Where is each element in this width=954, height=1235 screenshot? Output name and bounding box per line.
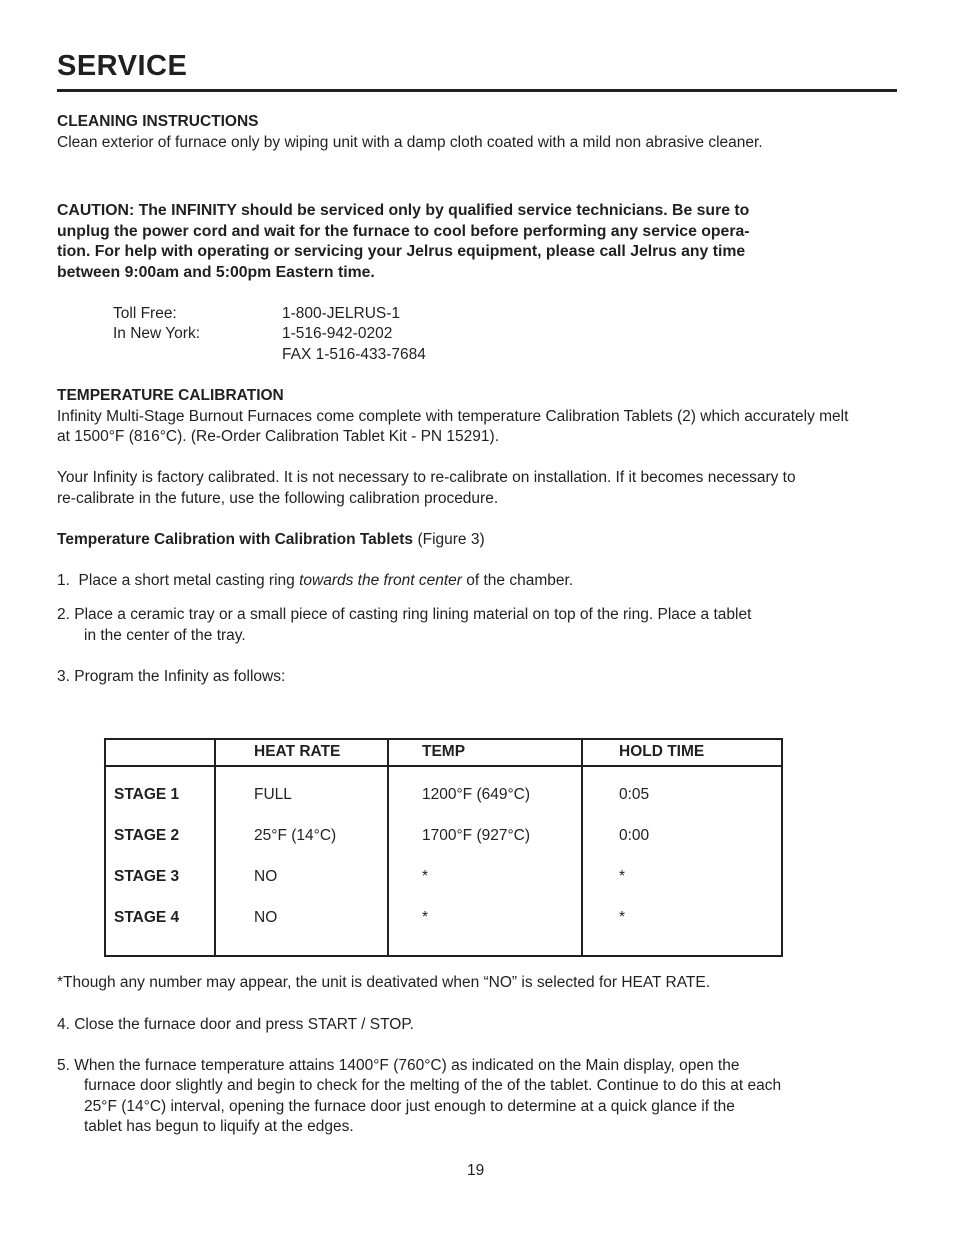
table-row-stage: STAGE 2 <box>114 827 180 844</box>
step-2-line2: in the center of the tray. <box>84 627 246 644</box>
title-rule <box>57 89 897 92</box>
calibration-para2-line1: Your Infinity is factory calibrated. It is not necessary to re-calibrate on installation. If it becomes necessary to <box>57 469 796 486</box>
cleaning-heading: CLEANING INSTRUCTIONS <box>57 113 259 130</box>
calibration-para1-line2: at 1500°F (816°C). (Re-Order Calibration Tablet Kit - PN 15291). <box>57 428 499 445</box>
caution-line: CAUTION: The INFINITY should be serviced only by qualified service technicians. Be sure to <box>57 202 750 219</box>
table-header-hold-time: HOLD TIME <box>619 743 705 760</box>
table-row-stage: STAGE 3 <box>114 868 180 885</box>
table-cell-heat-rate: FULL <box>254 786 292 803</box>
step-1-suffix: of the chamber. <box>461 572 574 589</box>
subheading-text: Temperature Calibration with Calibration Tablets <box>57 531 413 548</box>
new-york-label: In New York: <box>113 325 201 342</box>
step-1-prefix: 1. Place a short metal casting ring <box>57 572 300 589</box>
step-1-italic: towards the front center <box>299 572 462 589</box>
table-footnote: *Though any number may appear, the unit is deativated when “NO” is selected for HEAT RATE. <box>57 974 711 991</box>
figure-reference: (Figure 3) <box>417 531 485 548</box>
table-cell-heat-rate: NO <box>254 868 278 885</box>
table-divider <box>214 740 216 955</box>
toll-free-number: 1-800-JELRUS-1 <box>282 305 401 322</box>
table-cell-heat-rate: NO <box>254 909 278 926</box>
table-cell-heat-rate: 25°F (14°C) <box>254 827 337 844</box>
toll-free-label: Toll Free: <box>113 305 177 322</box>
table-divider <box>387 740 389 955</box>
step-5-line3: 25°F (14°C) interval, opening the furnace door just enough to determine at a quick glance if the <box>84 1098 735 1115</box>
step-2-line1: 2. Place a ceramic tray or a small piece of casting ring lining material on top of the ring. Place a tablet <box>57 606 752 623</box>
caution-line: unplug the power cord and wait for the furnace to cool before performing any service opera- <box>57 222 750 240</box>
fax-number: FAX 1-516-433-7684 <box>282 346 426 363</box>
table-cell-hold-time: * <box>619 909 626 926</box>
calibration-subheading <box>57 531 485 549</box>
step-5-line2: furnace door slightly and begin to check for the melting of the of the tablet. Continue to do this at each <box>84 1077 782 1094</box>
step-3: 3. Program the Infinity as follows: <box>57 668 286 685</box>
table-cell-hold-time: 0:05 <box>619 786 650 803</box>
table-cell-hold-time: 0:00 <box>619 827 650 844</box>
cleaning-text: Clean exterior of furnace only by wiping unit with a damp cloth coated with a mild non abrasive cleaner. <box>57 134 763 151</box>
program-table <box>104 738 783 957</box>
table-cell-hold-time: * <box>619 868 626 885</box>
table-row-stage: STAGE 4 <box>114 909 180 926</box>
table-cell-temp: 1200°F (649°C) <box>422 786 531 803</box>
table-row-stage: STAGE 1 <box>114 786 180 803</box>
table-header-heat-rate: HEAT RATE <box>254 743 341 760</box>
page-number: 19 <box>467 1162 485 1179</box>
caution-block <box>57 201 872 284</box>
table-header-rule <box>106 765 781 767</box>
step-5-line4: tablet has begun to liquify at the edges. <box>84 1118 354 1135</box>
step-1 <box>57 572 573 590</box>
caution-line: between 9:00am and 5:00pm Eastern time. <box>57 264 375 282</box>
table-cell-temp: 1700°F (927°C) <box>422 827 531 844</box>
step-4: 4. Close the furnace door and press START / STOP. <box>57 1016 414 1033</box>
calibration-para2-line2: re-calibrate in the future, use the following calibration procedure. <box>57 490 499 507</box>
table-header-temp: TEMP <box>422 743 466 760</box>
calibration-para1-line1: Infinity Multi-Stage Burnout Furnaces come complete with temperature Calibration Tablets (2) which accurately melt <box>57 408 849 425</box>
step-5-line1: 5. When the furnace temperature attains 1400°F (760°C) as indicated on the Main display, open the <box>57 1057 740 1074</box>
table-cell-temp: * <box>422 909 429 926</box>
table-divider <box>581 740 583 955</box>
caution-line: tion. For help with operating or servicing your Jelrus equipment, please call Jelrus any time <box>57 243 746 261</box>
page-title: SERVICE <box>57 50 188 82</box>
table-cell-temp: * <box>422 868 429 885</box>
calibration-heading: TEMPERATURE CALIBRATION <box>57 387 284 404</box>
new-york-number: 1-516-942-0202 <box>282 325 393 342</box>
